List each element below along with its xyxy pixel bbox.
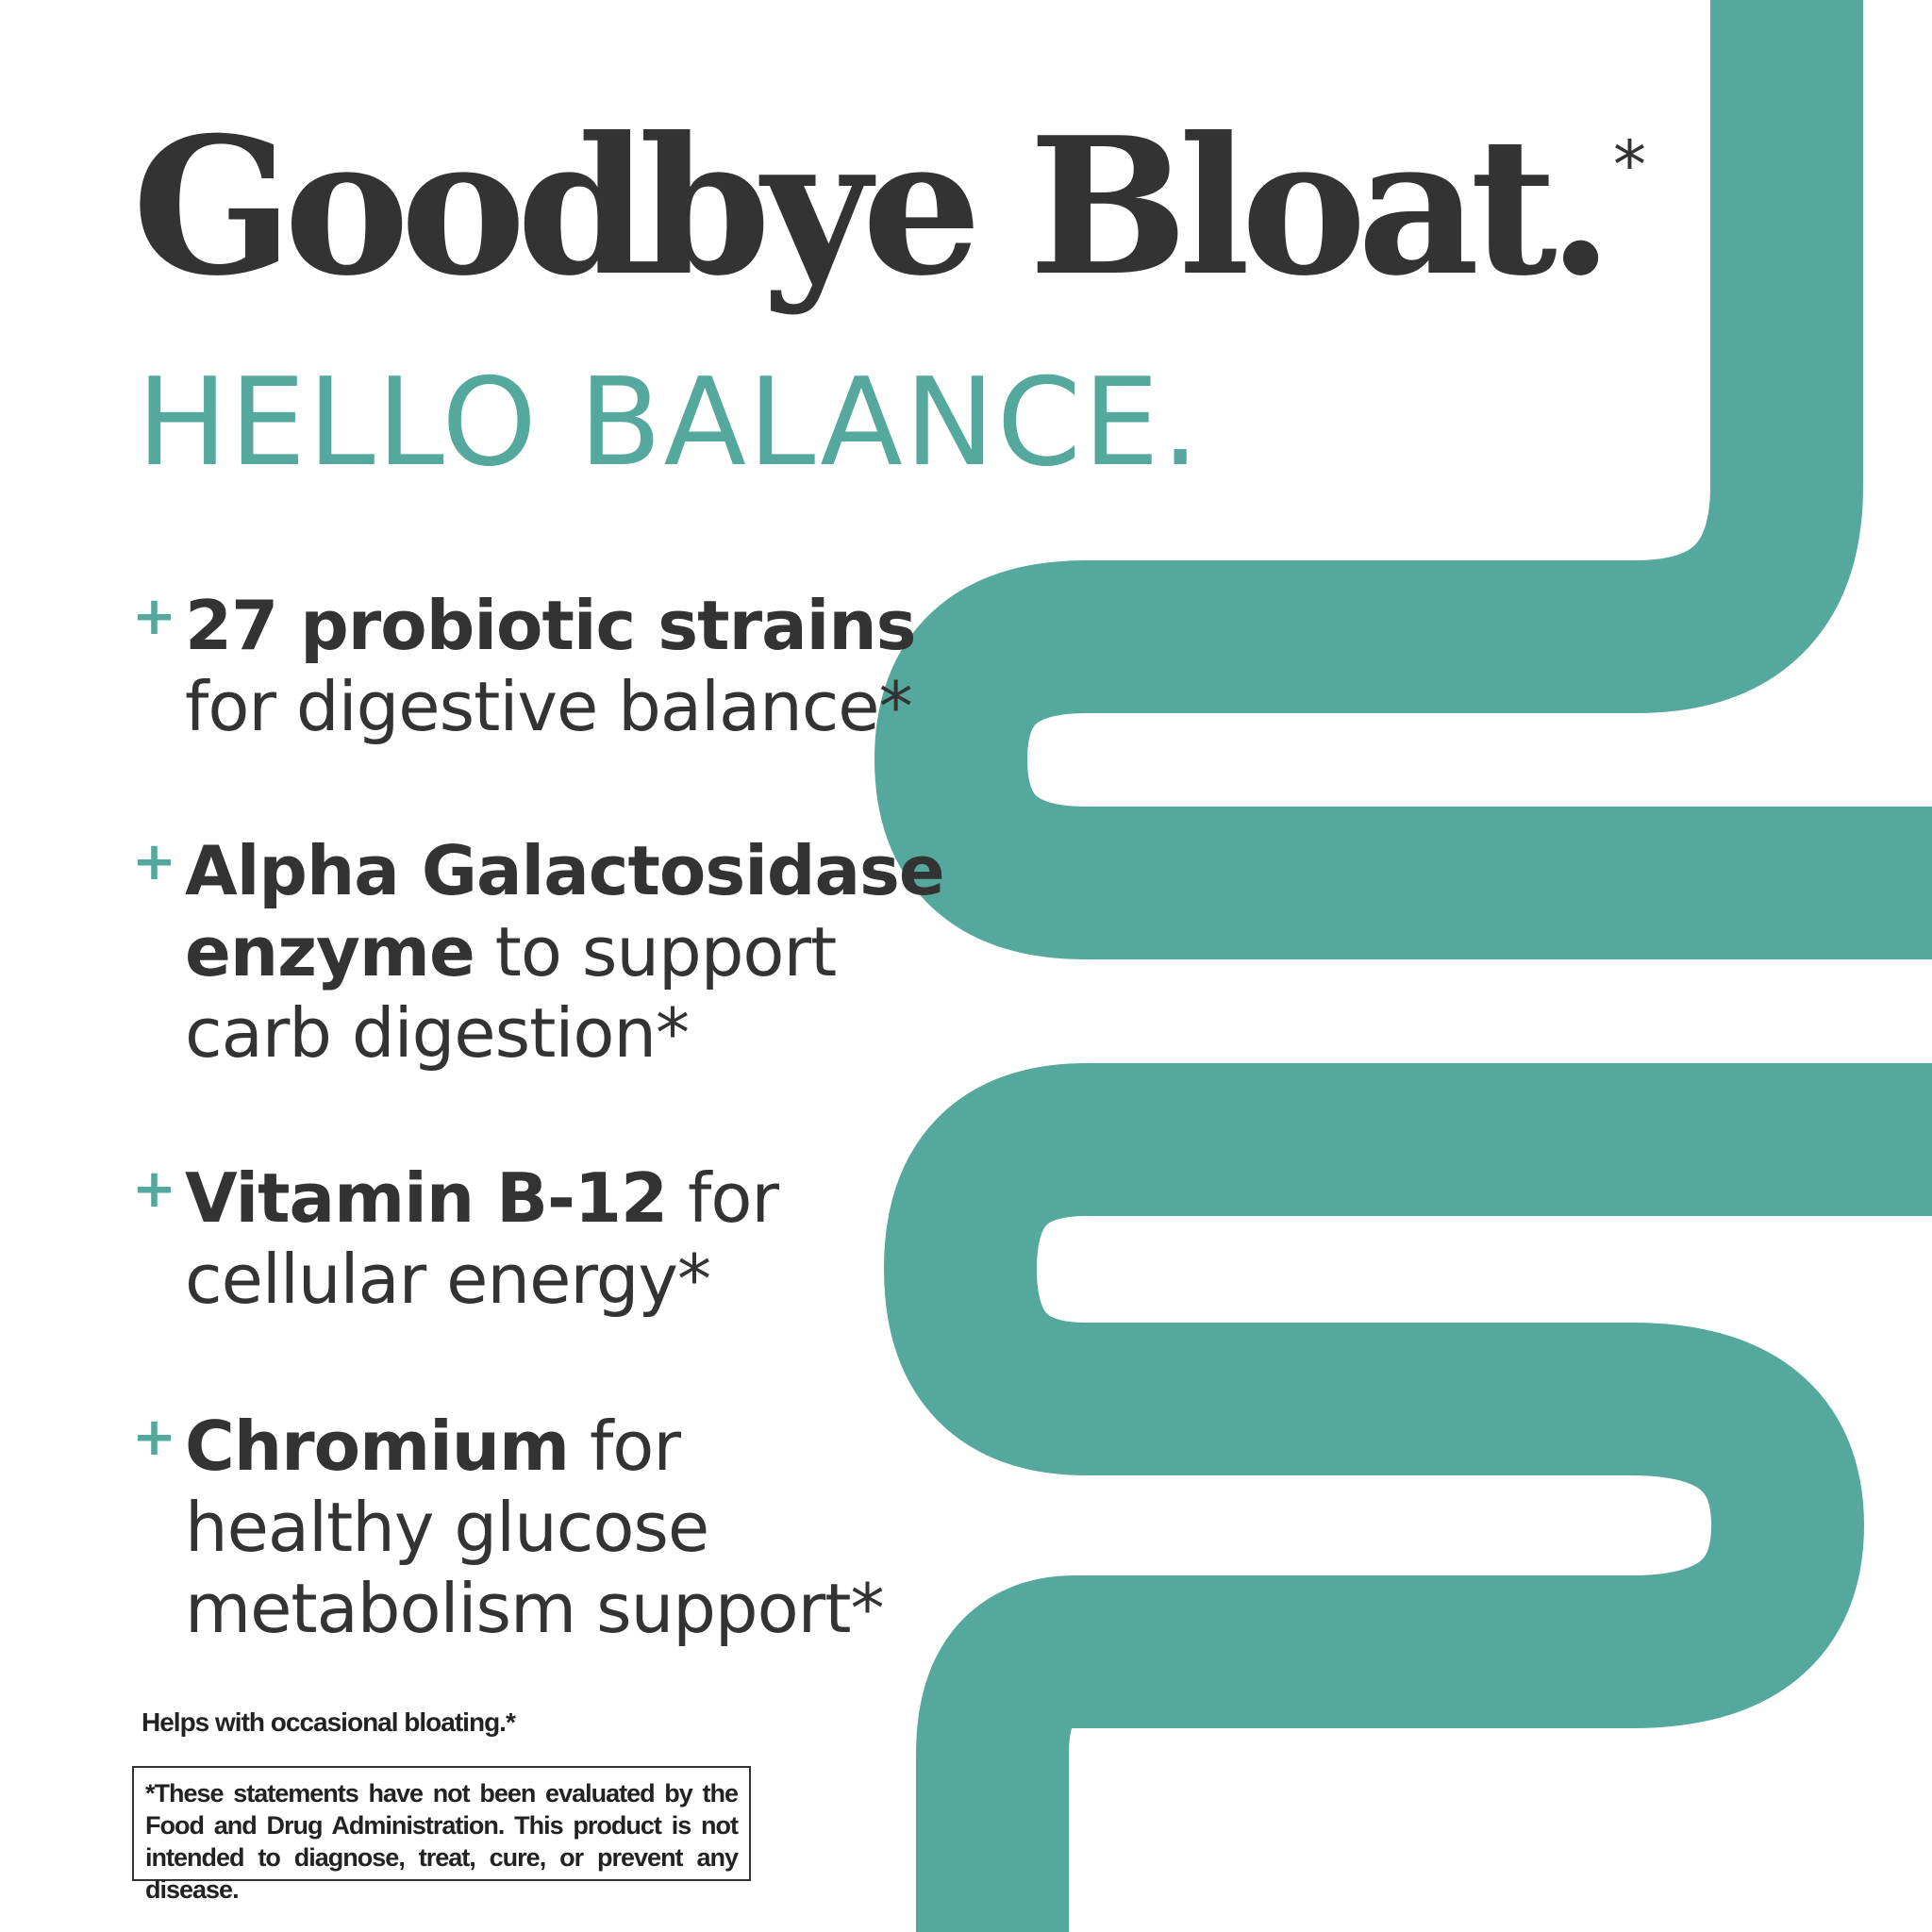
- headline: Goodbye Bloat.: [132, 96, 1605, 318]
- plus-icon: +: [132, 831, 176, 892]
- benefit-line: cellular energy*: [185, 1240, 711, 1319]
- bloating-note: Helps with occasional bloating.*: [142, 1707, 515, 1737]
- plus-icon: +: [132, 586, 176, 647]
- headline-asterisk: *: [1613, 126, 1646, 204]
- benefit-text: [185, 585, 915, 747]
- benefit-line: Chromium for: [185, 1407, 680, 1486]
- benefit-line: carb digestion*: [185, 993, 690, 1073]
- benefit-line: 27 probiotic strains: [185, 586, 916, 665]
- benefit-text: [185, 1158, 778, 1320]
- subheadline: HELLO BALANCE.: [137, 353, 1202, 493]
- benefit-line: metabolism support*: [185, 1569, 884, 1648]
- benefit-line: for digestive balance*: [185, 667, 912, 746]
- plus-icon: +: [132, 1158, 176, 1220]
- intestine-path: [960, 1140, 1932, 1932]
- benefit-text: [185, 830, 944, 1074]
- benefit-line: healthy glucose: [185, 1488, 709, 1567]
- plus-icon: +: [132, 1407, 176, 1468]
- benefit-line: Vitamin B-12 for: [185, 1158, 779, 1238]
- benefit-line: enzyme to support: [185, 912, 837, 991]
- benefit-line: Alpha Galactosidase: [185, 831, 944, 910]
- benefit-text: [185, 1406, 884, 1649]
- fda-disclaimer: *These statements have not been evaluated by the Food and Drug Administration. This product is not intended to diagnose, treat, cure, or prevent any disease.: [132, 1766, 751, 1881]
